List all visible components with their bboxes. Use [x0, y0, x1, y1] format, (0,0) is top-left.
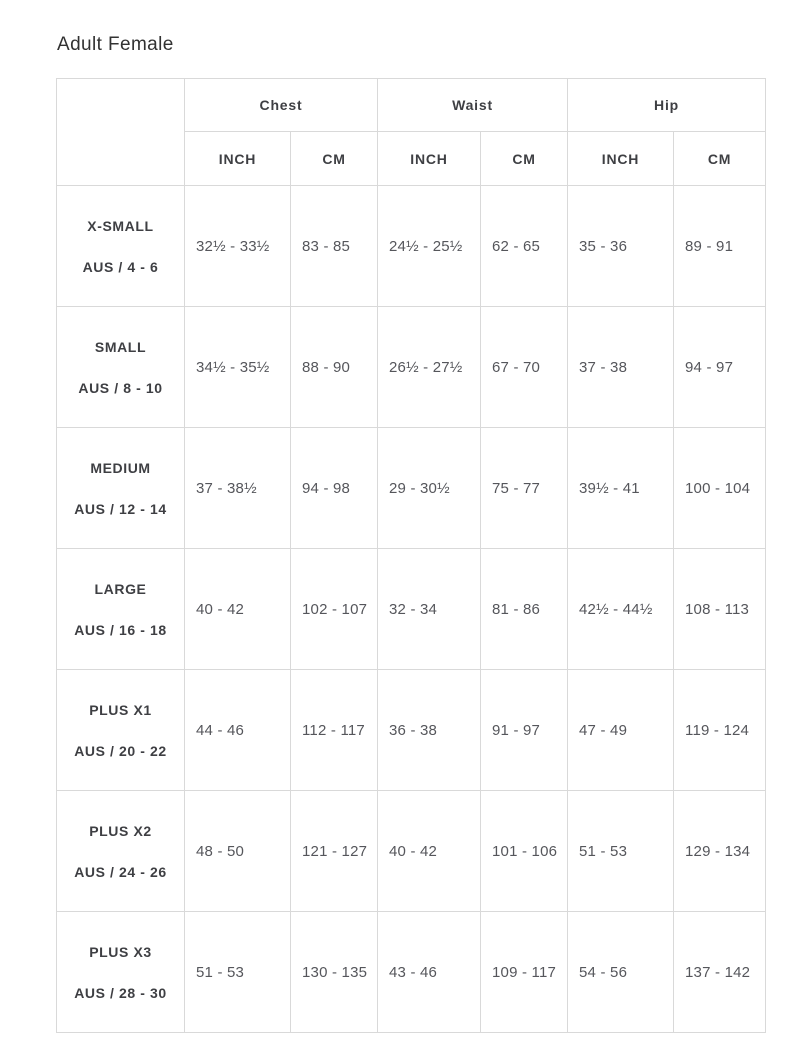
waist-cm-cell: 81 - 86 [481, 549, 568, 670]
hip-cm-cell: 89 - 91 [674, 186, 766, 307]
size-label-cell [57, 791, 185, 912]
chest-inch-cell: 40 - 42 [185, 549, 291, 670]
chest-cm-cell: 83 - 85 [291, 186, 378, 307]
chest-inch-cell: 37 - 38½ [185, 428, 291, 549]
hip-cm-cell: 137 - 142 [674, 912, 766, 1033]
size-label-cell [57, 307, 185, 428]
size-label-cell [57, 428, 185, 549]
table-row-x-small [57, 186, 766, 307]
hip-inch-cell: 54 - 56 [568, 912, 674, 1033]
column-group-hip: Hip [568, 79, 766, 132]
waist-inch-cell: 32 - 34 [378, 549, 481, 670]
aus-size: AUS / 28 - 30 [74, 984, 167, 1001]
unit-header-waist-cm: CM [481, 132, 568, 186]
waist-cm-cell: 91 - 97 [481, 670, 568, 791]
size-name: PLUS X1 [89, 701, 152, 718]
chest-cm-cell: 130 - 135 [291, 912, 378, 1033]
unit-header-hip-cm: CM [674, 132, 766, 186]
table-row-plus-x2 [57, 791, 766, 912]
size-name: PLUS X2 [89, 822, 152, 839]
chest-cm-cell: 102 - 107 [291, 549, 378, 670]
size-chart-table [56, 78, 766, 1033]
hip-cm-cell: 100 - 104 [674, 428, 766, 549]
table-row-plus-x3 [57, 912, 766, 1033]
size-label-cell [57, 670, 185, 791]
chest-cm-cell: 88 - 90 [291, 307, 378, 428]
waist-inch-cell: 43 - 46 [378, 912, 481, 1033]
hip-inch-cell: 37 - 38 [568, 307, 674, 428]
group-header-row [57, 79, 766, 132]
waist-inch-cell: 36 - 38 [378, 670, 481, 791]
size-name: LARGE [94, 580, 147, 597]
aus-size: AUS / 12 - 14 [74, 500, 167, 517]
hip-inch-cell: 51 - 53 [568, 791, 674, 912]
chest-inch-cell: 44 - 46 [185, 670, 291, 791]
chest-inch-cell: 32½ - 33½ [185, 186, 291, 307]
waist-inch-cell: 26½ - 27½ [378, 307, 481, 428]
chest-cm-cell: 112 - 117 [291, 670, 378, 791]
hip-inch-cell: 39½ - 41 [568, 428, 674, 549]
hip-cm-cell: 119 - 124 [674, 670, 766, 791]
waist-cm-cell: 67 - 70 [481, 307, 568, 428]
unit-header-waist-inch: INCH [378, 132, 481, 186]
table-row-plus-x1 [57, 670, 766, 791]
size-label-cell [57, 186, 185, 307]
table-row-small [57, 307, 766, 428]
size-name: SMALL [94, 338, 147, 355]
waist-cm-cell: 62 - 65 [481, 186, 568, 307]
waist-inch-cell: 29 - 30½ [378, 428, 481, 549]
unit-header-hip-inch: INCH [568, 132, 674, 186]
table-row-medium [57, 428, 766, 549]
chest-inch-cell: 34½ - 35½ [185, 307, 291, 428]
chest-cm-cell: 94 - 98 [291, 428, 378, 549]
hip-cm-cell: 129 - 134 [674, 791, 766, 912]
hip-inch-cell: 47 - 49 [568, 670, 674, 791]
unit-header-chest-inch: INCH [185, 132, 291, 186]
aus-size: AUS / 20 - 22 [74, 742, 167, 759]
size-label-cell [57, 912, 185, 1033]
size-name: X-SMALL [87, 217, 154, 234]
unit-header-chest-cm: CM [291, 132, 378, 186]
aus-size: AUS / 4 - 6 [82, 258, 159, 275]
waist-cm-cell: 75 - 77 [481, 428, 568, 549]
size-name: MEDIUM [90, 459, 151, 476]
waist-cm-cell: 109 - 117 [481, 912, 568, 1033]
column-group-waist: Waist [378, 79, 568, 132]
size-label-cell [57, 549, 185, 670]
waist-inch-cell: 24½ - 25½ [378, 186, 481, 307]
chest-inch-cell: 48 - 50 [185, 791, 291, 912]
chest-inch-cell: 51 - 53 [185, 912, 291, 1033]
hip-cm-cell: 108 - 113 [674, 549, 766, 670]
aus-size: AUS / 16 - 18 [74, 621, 167, 638]
hip-inch-cell: 35 - 36 [568, 186, 674, 307]
waist-inch-cell: 40 - 42 [378, 791, 481, 912]
hip-inch-cell: 42½ - 44½ [568, 549, 674, 670]
hip-cm-cell: 94 - 97 [674, 307, 766, 428]
aus-size: AUS / 24 - 26 [74, 863, 167, 880]
table-row-large [57, 549, 766, 670]
waist-cm-cell: 101 - 106 [481, 791, 568, 912]
column-group-chest: Chest [185, 79, 378, 132]
aus-size: AUS / 8 - 10 [78, 379, 163, 396]
size-name: PLUS X3 [89, 943, 152, 960]
page-title: Adult Female [57, 34, 174, 55]
corner-cell [57, 79, 185, 186]
chest-cm-cell: 121 - 127 [291, 791, 378, 912]
